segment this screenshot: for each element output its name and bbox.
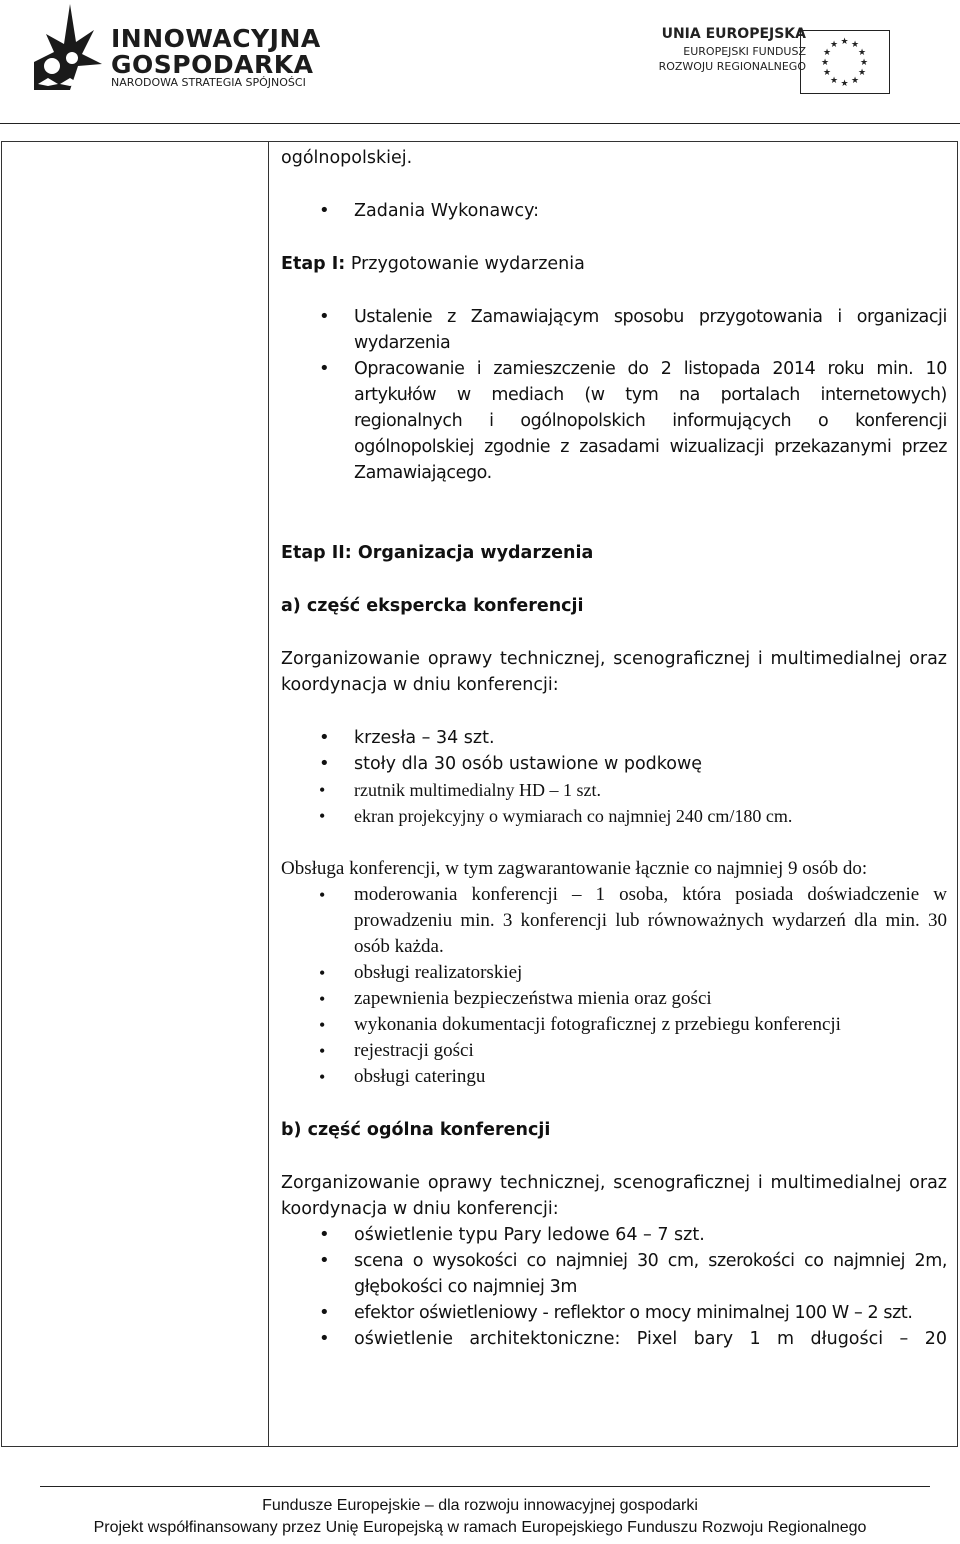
tasks-list (281, 198, 947, 224)
svg-text:★: ★ (850, 40, 860, 50)
list-item: • moderowania konferencji – 1 osoba, która posiada doświadczenie w prowadzeniu min. 3 konferencji lub równoważnych wydarzeń dla min. 30 osób każda. (281, 882, 947, 960)
svg-text:★: ★ (850, 76, 860, 86)
list-item: • Opracowanie i zamieszczenie do 2 listopada 2014 roku min. 10 artykułów w mediach (w tym na portalach internetowych) regionalnych i ogólnopolskich informujących o konferencji ogólnopolskiej zgodnie z zasadami wizualizacji przekazanymi przez Zamawiającego. (281, 356, 947, 486)
section-b-intro: Zorganizowanie oprawy technicznej, scenograficznej i multimedialnej oraz koordynacja w dniu konferencji: (281, 1173, 947, 1219)
eu-logo-line-1: UNIA EUROPEJSKA (661, 26, 806, 42)
list-item: • stoły dla 30 osób ustawione w podkowę (281, 751, 947, 777)
star-figure-icon (24, 4, 104, 90)
header-divider (0, 123, 960, 124)
list-item: • Ustalenie z Zamawiającym sposobu przygotowania i organizacji wydarzenia (281, 304, 947, 356)
list-item: • oświetlenie architektoniczne: Pixel bary 1 m długości – 20 (281, 1326, 947, 1352)
svg-text:★: ★ (857, 68, 867, 78)
etap-1-list (281, 304, 947, 486)
svg-text:★: ★ (820, 58, 830, 68)
obsluga-intro: Obsługa konferencji, w tym zagwarantowanie łącznie co najmniej 9 osób do: (281, 858, 868, 879)
list-item: • ekran projekcyjny o wymiarach co najmniej 240 cm/180 cm. (281, 803, 947, 829)
svg-text:★: ★ (822, 68, 832, 78)
logo-line-3: NARODOWA STRATEGIA SPÓJNOŚCI (111, 76, 306, 89)
section-b-list (281, 1222, 947, 1352)
svg-text:★: ★ (829, 40, 839, 50)
list-item: • scena o wysokości co najmniej 30 cm, szerokości co najmniej 2m, głębokości co najmniej 3m (281, 1248, 947, 1300)
innowacyjna-gospodarka-logo (24, 4, 324, 90)
etap-1-title: Przygotowanie wydarzenia (345, 254, 585, 274)
etap-1-heading (281, 251, 947, 277)
footer-line-1: Fundusze Europejskie – dla rozwoju innowacyjnej gospodarki (262, 1497, 698, 1514)
list-item: • oświetlenie typu Pary ledowe 64 – 7 szt. (281, 1222, 947, 1248)
svg-text:★: ★ (859, 58, 869, 68)
list-item: • zapewnienia bezpieczeństwa mienia oraz gości (281, 986, 947, 1012)
eu-logo (658, 14, 930, 89)
table-content-cell (281, 141, 947, 1447)
section-a-heading: a) część ekspercka konferencji (281, 596, 584, 616)
logo-line-2: GOSPODARKA (111, 50, 314, 79)
svg-text:★: ★ (840, 79, 849, 89)
eu-flag-icon (800, 30, 890, 94)
paragraph-continuation: ogólnopolskiej. (281, 148, 413, 168)
page-header (0, 0, 960, 100)
list-item: • rejestracji gości (281, 1038, 947, 1064)
svg-text:★: ★ (829, 76, 839, 86)
etap-1-label: Etap I: (281, 254, 346, 274)
list-item: • obsługi cateringu (281, 1064, 947, 1090)
svg-text:★: ★ (822, 48, 832, 58)
section-b-heading: b) część ogólna konferencji (281, 1120, 551, 1140)
footer-divider (40, 1486, 930, 1487)
footer-line-2: Projekt współfinansowany przez Unię Europejską w ramach Europejskiego Funduszu Rozwoju Regionalnego (93, 1519, 867, 1536)
logo-line-1: INNOWACYJNA (111, 24, 321, 53)
svg-text:★: ★ (857, 48, 867, 58)
section-a-intro: Zorganizowanie oprawy technicznej, scenograficznej i multimedialnej oraz koordynacja w dniu konferencji: (281, 649, 947, 695)
list-item: • krzesła – 34 szt. (281, 725, 947, 751)
section-a-list (281, 725, 947, 829)
eu-logo-line-3: ROZWOJU REGIONALNEGO (658, 60, 806, 73)
list-item: • Zadania Wykonawcy: (281, 198, 947, 224)
list-item: • obsługi realizatorskiej (281, 960, 947, 986)
obsluga-list (281, 882, 947, 1090)
list-item: • wykonania dokumentacji fotograficznej z przebiegu konferencji (281, 1012, 947, 1038)
etap-2-heading: Etap II: Organizacja wydarzenia (281, 543, 594, 563)
list-item: • rzutnik multimedialny HD – 1 szt. (281, 777, 947, 803)
eu-logo-line-2: EUROPEJSKI FUNDUSZ (683, 45, 806, 58)
table-column-divider (268, 141, 269, 1447)
svg-text:★: ★ (840, 37, 849, 47)
list-item: • efektor oświetleniowy - reflektor o mocy minimalnej 100 W – 2 szt. (281, 1300, 947, 1326)
